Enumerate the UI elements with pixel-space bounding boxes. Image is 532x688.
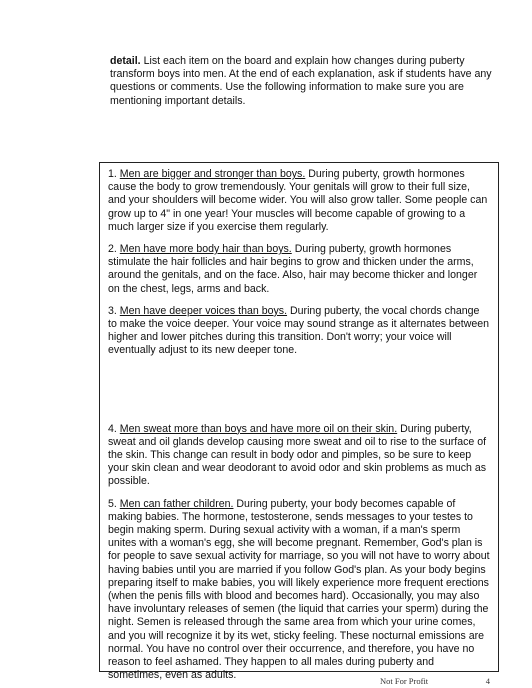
item-number: 3.: [108, 304, 117, 317]
item-body: During puberty, growth hormones cause the body to grow tremendously. Your genitals will grow to their full size, and your shoulders will become wider. You will also grow taller. Some people can grow up to 4" in one year! Your muscles will become capable of growing to a much larger size if you exercise them regularly.: [108, 168, 488, 233]
page-footer: [380, 676, 490, 686]
list-item: [108, 243, 490, 296]
item-heading: Men can father children.: [119, 497, 234, 510]
item-heading: Men sweat more than boys and have more oil on their skin.: [119, 422, 398, 435]
item-body: During puberty, sweat and oil glands develop causing more sweat and oil to rise to the surface of the skin. This change can result in body odor and pimples, so be sure to keep your skin clean and wear deodorant to avoid odor and skin problems as much as possible.: [108, 422, 487, 488]
item-number: 4.: [108, 422, 117, 435]
item-number: 2.: [108, 243, 117, 256]
item-number: 5.: [108, 497, 117, 510]
item-heading: Men are bigger and stronger than boys.: [119, 168, 306, 180]
item-heading: Men have more body hair than boys.: [119, 243, 292, 256]
list-item: [108, 423, 490, 489]
list-item: [108, 168, 490, 234]
item-number: 1.: [108, 168, 117, 180]
item-body: During puberty, your body becomes capable of making babies. The hormone, testosterone, sends messages to your testes to begin making sperm. During sexual activity with a woman, if a man's sperm unites with a woman's egg, she will become pregnant. Remember, God's plan is for people to save sexual activity for marriage, so you will not have to worry about having babies until you are married if you follow God's plan. As your body begins preparing itself to make babies, you will likely experience more frequent erections (when the penis fills with blood and becomes hard). Occasionally, you may also have involuntary releases of semen (the liquid that carries your sperm) during the night. Semen is released through the same area from which your urine comes, and you will recognize it by its wet, sticky feeling. These nocturnal emissions are normal. You have no control over their occurrence, and therefore, you have no reason to feel ashamed. They happen to all males during puberty and sometimes, even as adults.: [108, 497, 490, 682]
footer-label: Not For Profit: [380, 676, 429, 686]
list-item: [108, 305, 490, 358]
list-item: [108, 498, 490, 683]
intro-paragraph: [110, 55, 495, 108]
item-body: During puberty, the vocal chords change to make the voice deeper. Your voice may sound strange as it alternates between higher and lower pitches during this transition. Don't worry; your voice will eventually adjust to its new deeper tone.: [108, 304, 490, 357]
intro-bold-word: detail.: [110, 55, 141, 67]
blank-space: [108, 367, 490, 423]
intro-text: List each item on the board and explain how changes during puberty transform boys into men. At the end of each explanation, ask if students have any questions or comments. Use the following information to make sure you are mentioning important details.: [110, 55, 492, 107]
item-body: During puberty, growth hormones stimulate the hair follicles and hair begins to grow and thicken under the arms, around the genitals, and on the face. Also, hair may become thicker and longer on the chest, legs, arms and back.: [108, 243, 478, 295]
item-heading: Men have deeper voices than boys.: [119, 304, 288, 317]
page-number: 4: [485, 676, 490, 686]
